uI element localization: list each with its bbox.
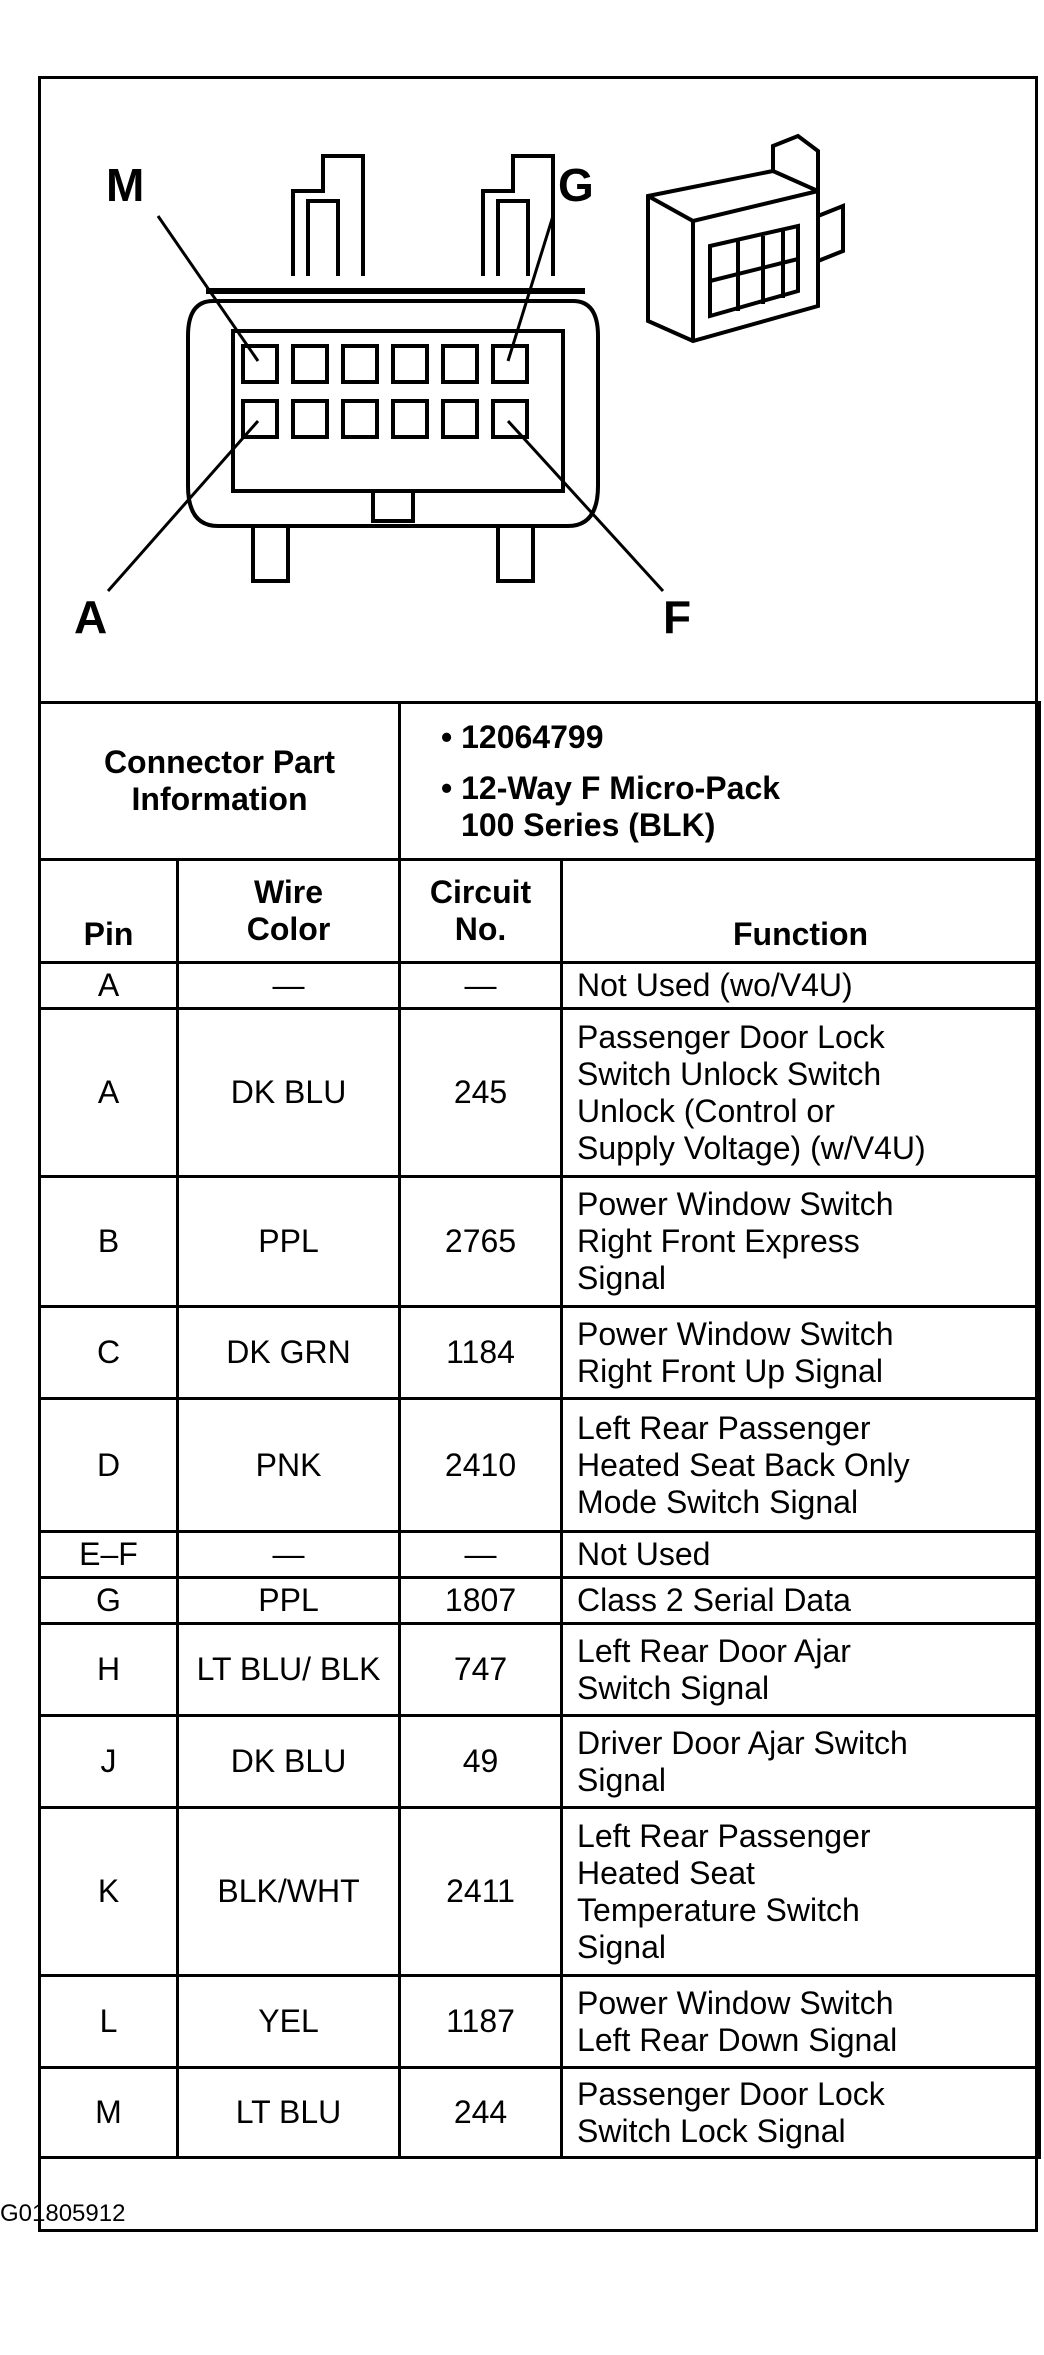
- table-row: [40, 1307, 1040, 1399]
- pin-label-m: M: [106, 159, 145, 211]
- circuit-cell: —: [400, 1532, 562, 1578]
- function-line: Right Front Up Signal: [577, 1352, 883, 1389]
- pin-cell: C: [40, 1307, 178, 1399]
- pin-label-a: A: [74, 591, 108, 643]
- wire-color-cell: —: [178, 963, 400, 1009]
- wire-color-cell: YEL: [178, 1976, 400, 2068]
- table-row: [40, 1716, 1040, 1808]
- function-line: Switch Unlock Switch: [577, 1055, 882, 1092]
- pin-cell: K: [40, 1808, 178, 1976]
- pin-cell: D: [40, 1399, 178, 1532]
- function-cell: [562, 1177, 1040, 1307]
- function-cell: [562, 1624, 1040, 1716]
- wire-color-cell: LT BLU/ BLK: [178, 1624, 400, 1716]
- function-line: Unlock (Control or: [577, 1092, 835, 1129]
- pinout-table: [38, 701, 1041, 2159]
- pin-cell: M: [40, 2068, 178, 2158]
- pin-cell: J: [40, 1716, 178, 1808]
- function-line: Signal: [577, 1761, 666, 1798]
- connector-description-2: 100 Series (BLK): [461, 806, 716, 843]
- function-line: Left Rear Passenger: [577, 1817, 871, 1854]
- function-line: Power Window Switch: [577, 1186, 894, 1222]
- function-line: Switch Lock Signal: [577, 2112, 846, 2149]
- wire-color-cell: PPL: [178, 1177, 400, 1307]
- connector-sheet: [38, 76, 1044, 2236]
- circuit-header: [400, 860, 562, 963]
- function-line: Not Used (wo/V4U): [577, 967, 853, 1003]
- connector-info-details: [400, 703, 1040, 860]
- figure-id: G01805912: [0, 2200, 126, 2227]
- function-line: Not Used: [577, 1536, 711, 1572]
- function-cell: [562, 1808, 1040, 1976]
- table-row: [40, 1009, 1040, 1177]
- wire-color-cell: DK BLU: [178, 1716, 400, 1808]
- function-line: Mode Switch Signal: [577, 1483, 859, 1520]
- function-line: Passenger Door Lock: [577, 2075, 885, 2112]
- connector-diagram: [38, 76, 1038, 701]
- function-line: Signal: [577, 1928, 666, 1965]
- pin-cell: H: [40, 1624, 178, 1716]
- function-line: Passenger Door Lock: [577, 1018, 885, 1055]
- pin-header: Pin: [40, 860, 178, 963]
- function-cell: [562, 1399, 1040, 1532]
- table-row: [40, 1399, 1040, 1532]
- wire-color-cell: PNK: [178, 1399, 400, 1532]
- function-cell: [562, 1976, 1040, 2068]
- connector-face-drawing: [38, 76, 1038, 701]
- wire-color-cell: DK BLU: [178, 1009, 400, 1177]
- circuit-cell: 1184: [400, 1307, 562, 1399]
- circuit-header-line1: Circuit: [429, 874, 532, 910]
- wire-color-cell: —: [178, 1532, 400, 1578]
- function-cell: [562, 1532, 1040, 1578]
- function-line: Power Window Switch: [577, 1984, 894, 2021]
- function-line: Signal: [577, 1260, 666, 1296]
- table-row: [40, 1808, 1040, 1976]
- pin-cell: A: [40, 963, 178, 1009]
- function-cell: [562, 1307, 1040, 1399]
- connector-description-1: • 12-Way F Micro-Pack: [441, 769, 781, 806]
- part-number: • 12064799: [441, 718, 604, 755]
- function-cell: [562, 1578, 1040, 1624]
- circuit-cell: 49: [400, 1716, 562, 1808]
- table-row: [40, 1624, 1040, 1716]
- circuit-cell: 747: [400, 1624, 562, 1716]
- table-header-row: [40, 860, 1040, 963]
- wire-color-cell: DK GRN: [178, 1307, 400, 1399]
- function-line: Right Front Express: [577, 1223, 860, 1259]
- function-line: Class 2 Serial Data: [577, 1582, 851, 1618]
- circuit-header-line2: No.: [454, 911, 507, 947]
- wire-color-cell: LT BLU: [178, 2068, 400, 2158]
- function-line: Switch Signal: [577, 1669, 770, 1706]
- function-line: Left Rear Passenger: [577, 1409, 871, 1446]
- pin-cell: L: [40, 1976, 178, 2068]
- wire-color-header: [178, 860, 400, 963]
- circuit-cell: 1187: [400, 1976, 562, 2068]
- circuit-cell: 2410: [400, 1399, 562, 1532]
- connector-info-label: Connector Part Information: [40, 703, 400, 860]
- pin-cell: E–F: [40, 1532, 178, 1578]
- table-row: [40, 1177, 1040, 1307]
- function-cell: [562, 2068, 1040, 2158]
- table-row: [40, 1532, 1040, 1578]
- function-header: Function: [562, 860, 1040, 963]
- function-line: Left Rear Down Signal: [577, 2021, 898, 2058]
- wire-color-cell: PPL: [178, 1578, 400, 1624]
- function-cell: [562, 963, 1040, 1009]
- wire-color-header-line1: Wire: [253, 874, 324, 910]
- function-line: Driver Door Ajar Switch: [577, 1724, 908, 1761]
- table-row: [40, 2068, 1040, 2158]
- table-row: [40, 1578, 1040, 1624]
- function-line: Heated Seat Back Only: [577, 1446, 910, 1483]
- pin-cell: B: [40, 1177, 178, 1307]
- function-line: Heated Seat: [577, 1854, 755, 1891]
- function-line: Temperature Switch: [577, 1891, 860, 1928]
- function-cell: [562, 1009, 1040, 1177]
- function-line: Power Window Switch: [577, 1315, 894, 1352]
- circuit-cell: —: [400, 963, 562, 1009]
- circuit-cell: 1807: [400, 1578, 562, 1624]
- circuit-cell: 2411: [400, 1808, 562, 1976]
- pin-cell: G: [40, 1578, 178, 1624]
- circuit-cell: 244: [400, 2068, 562, 2158]
- pin-label-f: F: [663, 591, 692, 643]
- function-cell: [562, 1716, 1040, 1808]
- function-line: Left Rear Door Ajar: [577, 1632, 851, 1669]
- table-row: [40, 963, 1040, 1009]
- circuit-cell: 2765: [400, 1177, 562, 1307]
- wire-color-header-line2: Color: [246, 911, 331, 947]
- wire-color-cell: BLK/WHT: [178, 1808, 400, 1976]
- function-line: Supply Voltage) (w/V4U): [577, 1129, 926, 1166]
- table-row: [40, 1976, 1040, 2068]
- pin-label-g: G: [558, 159, 594, 211]
- pin-cell: A: [40, 1009, 178, 1177]
- connector-info-row: [40, 703, 1040, 860]
- circuit-cell: 245: [400, 1009, 562, 1177]
